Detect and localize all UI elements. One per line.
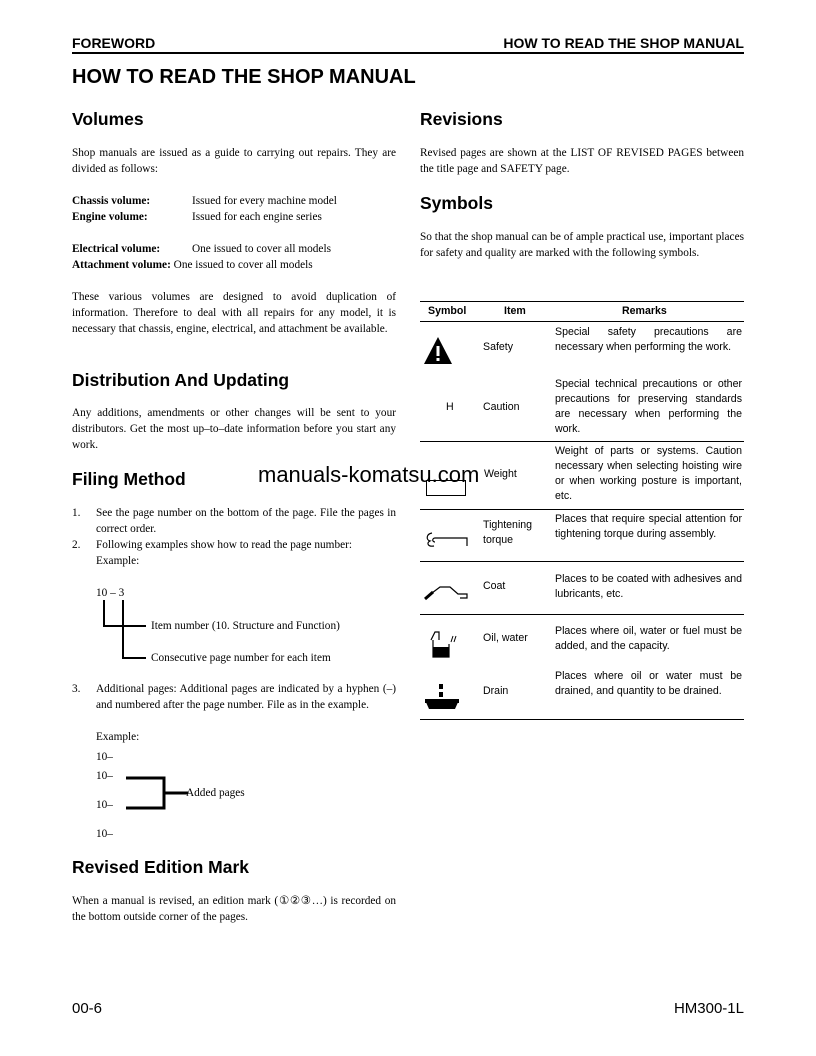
table-remarks: Special safety precautions are necessary when performing the work.	[555, 326, 742, 353]
drain-pan-icon	[424, 683, 460, 711]
table-item: Coat	[483, 580, 506, 592]
table-rule	[420, 719, 744, 720]
revisions-heading: Revisions	[420, 109, 503, 129]
table-rule	[420, 321, 744, 322]
volume-list	[72, 193, 396, 273]
filing-item-1: See the page number on the bottom of the page. File the pages in correct order.	[96, 507, 396, 535]
table-remarks: Special technical precautions or other precautions for preserving standards are necessary when performing the work.	[555, 378, 742, 435]
volume-text: Issued for every machine model	[192, 195, 337, 207]
volume-text: One issued to cover all models	[173, 259, 313, 271]
added-pages-bracket	[126, 775, 191, 811]
volumes-outro: These various volumes are designed to avoid duplication of information. Therefore to deal with all repairs for any model, it is necessary that chassis, engine, electrical, and attachment be available.	[72, 291, 396, 335]
table-rule	[420, 301, 744, 302]
added-page: 10–	[96, 799, 113, 811]
table-item: Weight	[484, 468, 517, 480]
table-remarks: Places that require special attention for tightening torque during assembly.	[555, 513, 742, 540]
added-page: 10–	[96, 828, 113, 840]
volume-label: Chassis volume:	[72, 195, 151, 207]
table-rule	[420, 561, 744, 562]
volumes-intro: Shop manuals are issued as a guide to carrying out repairs. They are divided as follows:	[72, 147, 396, 175]
table-rule	[420, 614, 744, 615]
header-section: FOREWORD	[72, 35, 156, 51]
filing-item-2: Following examples show how to read the page number:	[96, 539, 353, 551]
filing-item-num: 2.	[72, 539, 81, 551]
table-remarks: Places where oil or water must be drained, and quantity to be drained.	[555, 670, 742, 697]
added-page: 10–	[96, 770, 113, 782]
page-number-bracket	[96, 600, 156, 665]
table-item: Caution	[483, 401, 520, 413]
page-number-example: 10 – 3	[96, 587, 125, 599]
revised-mark-text: When a manual is revised, an edition mark (①②③…) is recorded on the bottom outside corner of the pages.	[72, 895, 396, 923]
wrench-icon	[424, 530, 470, 550]
table-rule	[420, 441, 744, 442]
volume-label: Electrical volume:	[72, 243, 161, 255]
distribution-heading: Distribution And Updating	[72, 370, 290, 390]
table-remarks: Weight of parts or systems. Caution necessary when selecting hoisting wire or when working posture is important, etc.	[555, 445, 742, 502]
symbols-heading: Symbols	[420, 193, 493, 213]
footer-model: HM300-1L	[673, 1000, 744, 1017]
watermark: manuals-komatsu.com	[258, 462, 480, 487]
revised-mark-heading: Revised Edition Mark	[72, 857, 249, 877]
filing-item-num: 1.	[72, 507, 81, 519]
volume-text: Issued for each engine series	[192, 211, 322, 223]
table-item: Drain	[483, 685, 509, 697]
example-label: Example:	[96, 555, 140, 567]
volumes-heading: Volumes	[72, 109, 144, 129]
table-rule	[420, 509, 744, 510]
oil-can-icon	[427, 630, 457, 658]
table-item: Oil, water	[483, 632, 528, 644]
distribution-text: Any additions, amendments or other changes will be sent to your distributors. Get the most up–to–date information before you start any work.	[72, 407, 396, 451]
volume-text: One issued to cover all models	[192, 243, 331, 255]
column-header-symbol: Symbol	[428, 305, 467, 317]
caution-symbol: H	[446, 401, 454, 413]
table-remarks: Places to be coated with adhesives and lubricants, etc.	[555, 573, 742, 600]
footer-page-number: 00-6	[72, 1000, 103, 1017]
added-pages-label: Added pages	[186, 787, 245, 799]
item-number-label: Item number (10. Structure and Function)	[151, 620, 340, 632]
example-label: Example:	[96, 731, 140, 743]
filing-item-num: 3.	[72, 683, 81, 695]
filing-heading: Filing Method	[72, 469, 186, 489]
symbols-text: So that the shop manual can be of ample practical use, important places for safety and quality are marked with the following symbols.	[420, 231, 744, 259]
page-title: HOW TO READ THE SHOP MANUAL	[72, 66, 416, 88]
table-item: Safety	[483, 341, 514, 353]
table-item: Tightening torque	[483, 519, 533, 546]
column-header-remarks: Remarks	[622, 305, 667, 317]
volume-label: Engine volume:	[72, 211, 148, 223]
added-page: 10–	[96, 751, 113, 763]
table-remarks: Places where oil, water or fuel must be added, and the capacity.	[555, 625, 742, 652]
consecutive-label: Consecutive page number for each item	[151, 652, 331, 664]
header-rule	[72, 52, 744, 54]
column-header-item: Item	[504, 305, 526, 317]
coat-icon	[424, 585, 470, 601]
volume-label: Attachment volume:	[72, 259, 171, 271]
warning-triangle-icon	[423, 336, 453, 365]
filing-item-3: Additional pages: Additional pages are indicated by a hyphen (–) and numbered after the page number. File as in the example.	[96, 683, 396, 711]
header-title: HOW TO READ THE SHOP MANUAL	[503, 35, 744, 51]
revisions-text: Revised pages are shown at the LIST OF REVISED PAGES between the title page and SAFETY page.	[420, 147, 744, 175]
